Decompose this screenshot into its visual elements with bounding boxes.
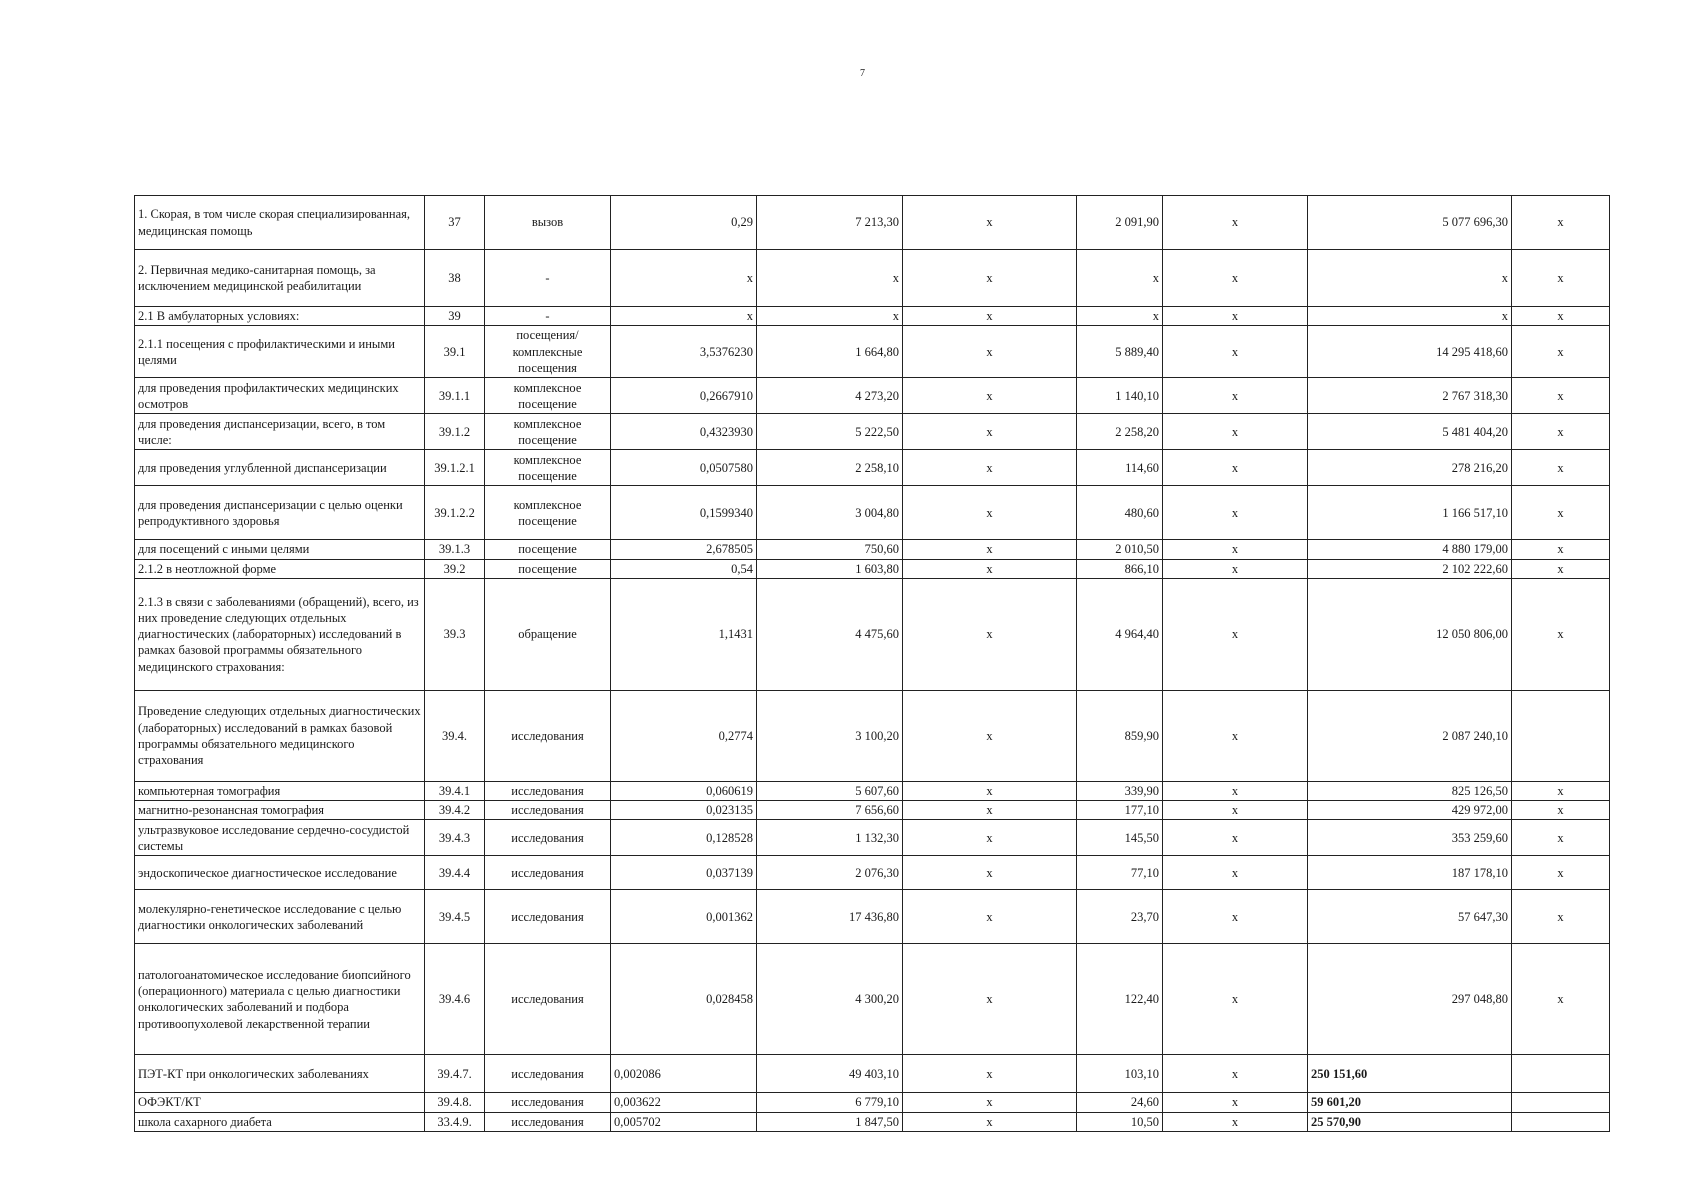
cell-total: х bbox=[1308, 307, 1512, 326]
cell-norm: 0,037139 bbox=[611, 856, 757, 890]
cell-x1: х bbox=[903, 856, 1077, 890]
cell-norm: 0,4323930 bbox=[611, 414, 757, 450]
cell-name: эндоскопическое диагностическое исследование bbox=[135, 856, 425, 890]
cell-per-capita: 145,50 bbox=[1077, 820, 1163, 856]
cell-name: для проведения профилактических медицинских осмотров bbox=[135, 378, 425, 414]
cell-unit: исследования bbox=[485, 856, 611, 890]
table-row bbox=[135, 690, 1610, 781]
cell-x2: х bbox=[1163, 540, 1308, 559]
table-row bbox=[135, 307, 1610, 326]
cell-total: 14 295 418,60 bbox=[1308, 326, 1512, 378]
cell-name: ОФЭКТ/КТ bbox=[135, 1093, 425, 1112]
cell-x2: х bbox=[1163, 196, 1308, 250]
cell-x2: х bbox=[1163, 414, 1308, 450]
cell-total: 57 647,30 bbox=[1308, 890, 1512, 944]
cell-x1: х bbox=[903, 378, 1077, 414]
cell-unit: исследования bbox=[485, 1112, 611, 1131]
cell-per-capita: 2 258,20 bbox=[1077, 414, 1163, 450]
cell-norm: 0,2667910 bbox=[611, 378, 757, 414]
table-row bbox=[135, 486, 1610, 540]
cell-x2: х bbox=[1163, 890, 1308, 944]
cell-per-capita: 2 010,50 bbox=[1077, 540, 1163, 559]
table-row bbox=[135, 856, 1610, 890]
cell-total: 2 087 240,10 bbox=[1308, 690, 1512, 781]
cell-unit: исследования bbox=[485, 781, 611, 800]
cell-x1: х bbox=[903, 540, 1077, 559]
cell-name: 2.1.3 в связи с заболеваниями (обращений), всего, из них проведение следующих отдельных диагностических (лабораторных) исследований в рамках базовой программы обязательного медицинского страхования: bbox=[135, 578, 425, 690]
cell-per-capita: 4 964,40 bbox=[1077, 578, 1163, 690]
table-row bbox=[135, 250, 1610, 307]
cell-code: 39.1.2 bbox=[425, 414, 485, 450]
cell-cost: 1 132,30 bbox=[757, 820, 903, 856]
cell-x2: х bbox=[1163, 1093, 1308, 1112]
cell-norm: 0,128528 bbox=[611, 820, 757, 856]
cell-x3: х bbox=[1512, 196, 1610, 250]
cell-unit: комплексное посещение bbox=[485, 378, 611, 414]
cell-norm: 0,1599340 bbox=[611, 486, 757, 540]
cell-norm: 2,678505 bbox=[611, 540, 757, 559]
cell-per-capita: 177,10 bbox=[1077, 801, 1163, 820]
cell-unit: - bbox=[485, 250, 611, 307]
cell-per-capita: 103,10 bbox=[1077, 1055, 1163, 1093]
cell-x3 bbox=[1512, 690, 1610, 781]
cell-unit: комплексное посещение bbox=[485, 414, 611, 450]
cell-cost: х bbox=[757, 307, 903, 326]
cell-cost: 2 258,10 bbox=[757, 450, 903, 486]
cell-x3: х bbox=[1512, 414, 1610, 450]
cell-name: молекулярно-генетическое исследование с целью диагностики онкологических заболеваний bbox=[135, 890, 425, 944]
cell-unit: исследования bbox=[485, 820, 611, 856]
cell-unit: исследования bbox=[485, 890, 611, 944]
cell-x1: х bbox=[903, 1112, 1077, 1131]
cell-code: 39.1 bbox=[425, 326, 485, 378]
cell-cost: 2 076,30 bbox=[757, 856, 903, 890]
table-row bbox=[135, 781, 1610, 800]
cell-cost: 4 475,60 bbox=[757, 578, 903, 690]
cell-per-capita: 24,60 bbox=[1077, 1093, 1163, 1112]
cell-x1: х bbox=[903, 820, 1077, 856]
table-row bbox=[135, 1055, 1610, 1093]
cell-cost: 4 300,20 bbox=[757, 944, 903, 1055]
cell-total: 25 570,90 bbox=[1308, 1112, 1512, 1131]
cell-x3: х bbox=[1512, 486, 1610, 540]
cell-cost: 750,60 bbox=[757, 540, 903, 559]
cell-x3: х bbox=[1512, 250, 1610, 307]
cell-x3: х bbox=[1512, 578, 1610, 690]
table-row bbox=[135, 944, 1610, 1055]
cell-code: 39.1.2.2 bbox=[425, 486, 485, 540]
cell-total: х bbox=[1308, 250, 1512, 307]
cell-cost: 3 004,80 bbox=[757, 486, 903, 540]
cell-code: 39.2 bbox=[425, 559, 485, 578]
cell-cost: 4 273,20 bbox=[757, 378, 903, 414]
cell-x3 bbox=[1512, 1093, 1610, 1112]
cell-code: 39.4.3 bbox=[425, 820, 485, 856]
cell-x2: х bbox=[1163, 378, 1308, 414]
cell-per-capita: 859,90 bbox=[1077, 690, 1163, 781]
table-row bbox=[135, 801, 1610, 820]
cell-total: 4 880 179,00 bbox=[1308, 540, 1512, 559]
cell-x1: х bbox=[903, 1055, 1077, 1093]
cell-norm: 0,005702 bbox=[611, 1112, 757, 1131]
cell-code: 39.4.6 bbox=[425, 944, 485, 1055]
cell-per-capita: 5 889,40 bbox=[1077, 326, 1163, 378]
cell-code: 33.4.9. bbox=[425, 1112, 485, 1131]
cell-cost: 1 664,80 bbox=[757, 326, 903, 378]
cell-code: 39.1.3 bbox=[425, 540, 485, 559]
cell-per-capita: 480,60 bbox=[1077, 486, 1163, 540]
cell-unit: исследования bbox=[485, 801, 611, 820]
cell-code: 39.3 bbox=[425, 578, 485, 690]
cell-cost: 5 222,50 bbox=[757, 414, 903, 450]
cell-name: школа сахарного диабета bbox=[135, 1112, 425, 1131]
cell-x2: х bbox=[1163, 856, 1308, 890]
cell-code: 39.1.2.1 bbox=[425, 450, 485, 486]
cell-per-capita: 2 091,90 bbox=[1077, 196, 1163, 250]
cell-norm: 0,54 bbox=[611, 559, 757, 578]
cell-cost: 49 403,10 bbox=[757, 1055, 903, 1093]
cell-unit: исследования bbox=[485, 944, 611, 1055]
cell-x3: х bbox=[1512, 540, 1610, 559]
cell-code: 37 bbox=[425, 196, 485, 250]
cell-code: 39.1.1 bbox=[425, 378, 485, 414]
cell-x2: х bbox=[1163, 781, 1308, 800]
table-row bbox=[135, 890, 1610, 944]
cell-norm: х bbox=[611, 250, 757, 307]
cell-x3: х bbox=[1512, 450, 1610, 486]
cell-x3: х bbox=[1512, 781, 1610, 800]
cell-unit: посещение bbox=[485, 559, 611, 578]
cell-norm: 0,2774 bbox=[611, 690, 757, 781]
cell-x1: х bbox=[903, 944, 1077, 1055]
cell-per-capita: 1 140,10 bbox=[1077, 378, 1163, 414]
cell-x2: х bbox=[1163, 1055, 1308, 1093]
table-row bbox=[135, 326, 1610, 378]
cell-x2: х bbox=[1163, 326, 1308, 378]
cell-total: 429 972,00 bbox=[1308, 801, 1512, 820]
cell-x3 bbox=[1512, 1112, 1610, 1131]
table-row bbox=[135, 578, 1610, 690]
cell-x1: х bbox=[903, 690, 1077, 781]
cell-total: 1 166 517,10 bbox=[1308, 486, 1512, 540]
cell-total: 825 126,50 bbox=[1308, 781, 1512, 800]
cell-cost: 5 607,60 bbox=[757, 781, 903, 800]
cell-name: магнитно-резонансная томография bbox=[135, 801, 425, 820]
cell-per-capita: 77,10 bbox=[1077, 856, 1163, 890]
cell-x1: х bbox=[903, 414, 1077, 450]
cell-x3: х bbox=[1512, 944, 1610, 1055]
cell-x3: х bbox=[1512, 307, 1610, 326]
cell-name: для посещений с иными целями bbox=[135, 540, 425, 559]
cell-name: 2.1.1 посещения с профилактическими и иными целями bbox=[135, 326, 425, 378]
cell-x1: х bbox=[903, 250, 1077, 307]
cell-x1: х bbox=[903, 450, 1077, 486]
cell-per-capita: х bbox=[1077, 250, 1163, 307]
cell-per-capita: 10,50 bbox=[1077, 1112, 1163, 1131]
cell-norm: 0,060619 bbox=[611, 781, 757, 800]
cell-norm: 0,028458 bbox=[611, 944, 757, 1055]
cell-total: 2 102 222,60 bbox=[1308, 559, 1512, 578]
cell-unit: посещения/комплексные посещения bbox=[485, 326, 611, 378]
cell-unit: вызов bbox=[485, 196, 611, 250]
table-row bbox=[135, 450, 1610, 486]
cell-x2: х bbox=[1163, 486, 1308, 540]
cell-cost: 3 100,20 bbox=[757, 690, 903, 781]
cell-x1: х bbox=[903, 1093, 1077, 1112]
table-row bbox=[135, 559, 1610, 578]
cell-code: 39.4.8. bbox=[425, 1093, 485, 1112]
cell-norm: 0,0507580 bbox=[611, 450, 757, 486]
cell-per-capita: 114,60 bbox=[1077, 450, 1163, 486]
cell-x3: х bbox=[1512, 326, 1610, 378]
cell-name: для проведения диспансеризации с целью оценки репродуктивного здоровья bbox=[135, 486, 425, 540]
cell-x2: х bbox=[1163, 944, 1308, 1055]
cell-cost: 1 603,80 bbox=[757, 559, 903, 578]
cell-name: патологоанатомическое исследование биопсийного (операционного) материала с целью диагностики онкологических заболеваний и подбора противоопухолевой лекарственной терапии bbox=[135, 944, 425, 1055]
table-row bbox=[135, 1112, 1610, 1131]
cell-total: 2 767 318,30 bbox=[1308, 378, 1512, 414]
cell-x3: х bbox=[1512, 378, 1610, 414]
table-row bbox=[135, 820, 1610, 856]
cell-code: 38 bbox=[425, 250, 485, 307]
cell-total: 5 481 404,20 bbox=[1308, 414, 1512, 450]
cell-x2: х bbox=[1163, 450, 1308, 486]
cell-x3: х bbox=[1512, 856, 1610, 890]
cell-norm: 0,29 bbox=[611, 196, 757, 250]
cell-x1: х bbox=[903, 486, 1077, 540]
cell-x1: х bbox=[903, 578, 1077, 690]
cell-name: 1. Скорая, в том числе скорая специализированная, медицинская помощь bbox=[135, 196, 425, 250]
cell-code: 39.4. bbox=[425, 690, 485, 781]
cell-per-capita: 866,10 bbox=[1077, 559, 1163, 578]
cell-per-capita: 23,70 bbox=[1077, 890, 1163, 944]
table-row bbox=[135, 378, 1610, 414]
cell-code: 39.4.1 bbox=[425, 781, 485, 800]
cell-x1: х bbox=[903, 781, 1077, 800]
table-row bbox=[135, 540, 1610, 559]
cell-norm: 1,1431 bbox=[611, 578, 757, 690]
financial-table bbox=[134, 195, 1610, 1132]
cell-total: 5 077 696,30 bbox=[1308, 196, 1512, 250]
cell-x3: х bbox=[1512, 559, 1610, 578]
cell-per-capita: 339,90 bbox=[1077, 781, 1163, 800]
cell-norm: х bbox=[611, 307, 757, 326]
cell-x1: х bbox=[903, 196, 1077, 250]
cell-total: 12 050 806,00 bbox=[1308, 578, 1512, 690]
table-row bbox=[135, 1093, 1610, 1112]
cell-total: 278 216,20 bbox=[1308, 450, 1512, 486]
cell-x1: х bbox=[903, 326, 1077, 378]
cell-cost: х bbox=[757, 250, 903, 307]
cell-x3: х bbox=[1512, 820, 1610, 856]
cell-per-capita: 122,40 bbox=[1077, 944, 1163, 1055]
cell-name: ПЭТ-КТ при онкологических заболеваниях bbox=[135, 1055, 425, 1093]
table-body bbox=[135, 196, 1610, 1132]
cell-norm: 0,023135 bbox=[611, 801, 757, 820]
cell-name: 2.1.2 в неотложной форме bbox=[135, 559, 425, 578]
cell-unit: посещение bbox=[485, 540, 611, 559]
cell-x3 bbox=[1512, 1055, 1610, 1093]
table-row bbox=[135, 414, 1610, 450]
cell-x1: х bbox=[903, 307, 1077, 326]
cell-cost: 7 213,30 bbox=[757, 196, 903, 250]
cell-unit: исследования bbox=[485, 1055, 611, 1093]
cell-code: 39 bbox=[425, 307, 485, 326]
cell-total: 297 048,80 bbox=[1308, 944, 1512, 1055]
cell-x2: х bbox=[1163, 801, 1308, 820]
cell-x1: х bbox=[903, 890, 1077, 944]
cell-unit: комплексное посещение bbox=[485, 450, 611, 486]
cell-total: 353 259,60 bbox=[1308, 820, 1512, 856]
cell-norm: 0,002086 bbox=[611, 1055, 757, 1093]
cell-x2: х bbox=[1163, 820, 1308, 856]
cell-x3: х bbox=[1512, 801, 1610, 820]
cell-norm: 3,5376230 bbox=[611, 326, 757, 378]
cell-cost: 17 436,80 bbox=[757, 890, 903, 944]
cell-per-capita: х bbox=[1077, 307, 1163, 326]
cell-x2: х bbox=[1163, 307, 1308, 326]
cell-total: 187 178,10 bbox=[1308, 856, 1512, 890]
cell-code: 39.4.5 bbox=[425, 890, 485, 944]
cell-unit: - bbox=[485, 307, 611, 326]
cell-name: 2. Первичная медико-санитарная помощь, за исключением медицинской реабилитации bbox=[135, 250, 425, 307]
cell-code: 39.4.7. bbox=[425, 1055, 485, 1093]
cell-name: 2.1 В амбулаторных условиях: bbox=[135, 307, 425, 326]
cell-cost: 1 847,50 bbox=[757, 1112, 903, 1131]
cell-unit: исследования bbox=[485, 1093, 611, 1112]
cell-code: 39.4.2 bbox=[425, 801, 485, 820]
cell-x2: х bbox=[1163, 1112, 1308, 1131]
table-row bbox=[135, 196, 1610, 250]
cell-cost: 7 656,60 bbox=[757, 801, 903, 820]
cell-x2: х bbox=[1163, 559, 1308, 578]
cell-code: 39.4.4 bbox=[425, 856, 485, 890]
cell-name: Проведение следующих отдельных диагностических (лабораторных) исследований в рамках базовой программы обязательного медицинского страхования bbox=[135, 690, 425, 781]
cell-total: 59 601,20 bbox=[1308, 1093, 1512, 1112]
cell-norm: 0,001362 bbox=[611, 890, 757, 944]
cell-name: для проведения диспансеризации, всего, в том числе: bbox=[135, 414, 425, 450]
cell-x2: х bbox=[1163, 250, 1308, 307]
cell-name: ультразвуковое исследование сердечно-сосудистой системы bbox=[135, 820, 425, 856]
cell-unit: обращение bbox=[485, 578, 611, 690]
cell-unit: исследования bbox=[485, 690, 611, 781]
cell-x2: х bbox=[1163, 578, 1308, 690]
cell-x3: х bbox=[1512, 890, 1610, 944]
cell-cost: 6 779,10 bbox=[757, 1093, 903, 1112]
cell-x1: х bbox=[903, 559, 1077, 578]
cell-total: 250 151,60 bbox=[1308, 1055, 1512, 1093]
cell-name: компьютерная томография bbox=[135, 781, 425, 800]
cell-name: для проведения углубленной диспансеризации bbox=[135, 450, 425, 486]
cell-unit: комплексное посещение bbox=[485, 486, 611, 540]
cell-x2: х bbox=[1163, 690, 1308, 781]
cell-norm: 0,003622 bbox=[611, 1093, 757, 1112]
cell-x1: х bbox=[903, 801, 1077, 820]
page-number: 7 bbox=[860, 68, 865, 79]
